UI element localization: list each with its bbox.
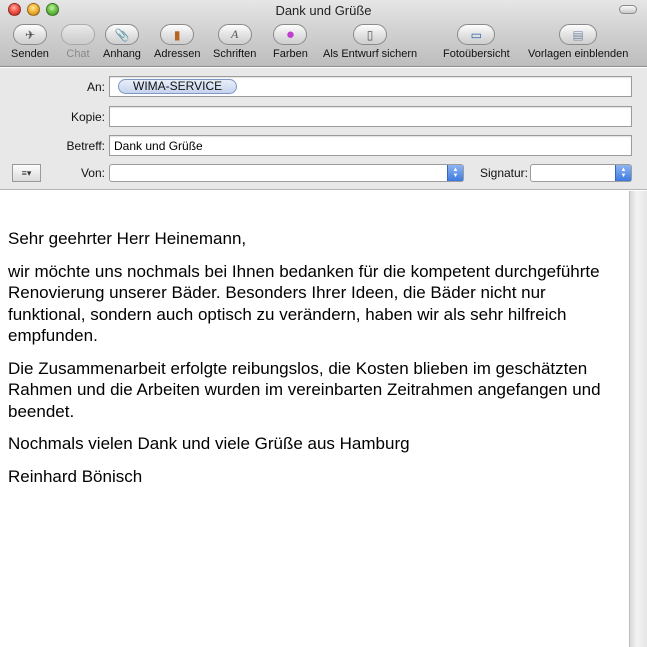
chat-button[interactable] <box>61 24 95 64</box>
subject-field[interactable]: Dank und Grüße <box>109 135 632 156</box>
signature-select[interactable] <box>530 164 632 182</box>
chat-label: Chat <box>66 48 90 60</box>
message-body[interactable] <box>0 191 629 647</box>
popup-arrows-icon: ▲ ▼ <box>615 165 631 181</box>
subject-label: Betreff: <box>66 139 105 153</box>
from-select[interactable] <box>109 164 464 182</box>
body-scrollbar[interactable] <box>629 191 647 647</box>
save-draft-label: Als Entwurf sichern <box>323 48 418 60</box>
recipient-token[interactable]: WIMA-SERVICE <box>118 79 237 94</box>
message-headers <box>0 68 647 190</box>
photo-browser-icon: ▭ <box>457 24 495 45</box>
cc-label: Kopie: <box>70 110 105 124</box>
cc-field[interactable] <box>109 106 632 127</box>
header-options-button[interactable]: ≡▾ <box>12 164 41 182</box>
body-paragraph: wir möchte uns nochmals bei Ihnen bedanken für die kompetent durchgeführte Renovierung unserer Bäder. Besonders Ihrer Ideen, die Bäder nicht nur funktional, sondern auch optisch zu verändern, haben wir als sehr hilfreich empfunden. <box>8 261 600 345</box>
fonts-label: Schriften <box>213 48 257 60</box>
window-title: Dank und Grüße <box>275 3 372 18</box>
title-toolbar-area <box>0 0 647 67</box>
address-label: Adressen <box>154 48 201 60</box>
from-label: Von: <box>80 166 105 180</box>
body-paragraph: Die Zusammenarbeit erfolgte reibungslos, die Kosten blieben im geschätzten Rahmen und die Arbeiten wurden im vereinbarten Zeitrahmen angefangen und beendet. <box>8 358 601 421</box>
send-button[interactable] <box>11 24 49 64</box>
draft-icon: ▯ <box>353 24 387 45</box>
show-stationery-button[interactable] <box>528 24 628 64</box>
signature-name: Reinhard Bönisch <box>8 466 143 486</box>
salutation: Sehr geehrter Herr Heinemann, <box>8 229 247 248</box>
send-label: Senden <box>11 48 49 60</box>
photo-browser-label: Fotoübersicht <box>443 48 510 60</box>
photo-browser-button[interactable] <box>443 24 510 64</box>
stationery-icon: ▤ <box>559 24 597 45</box>
toolbar-toggle-button[interactable] <box>619 5 637 14</box>
chat-icon <box>61 24 95 45</box>
colors-button[interactable] <box>273 24 308 64</box>
paper-plane-icon: ✈ <box>13 24 47 45</box>
popup-arrows-icon: ▲ ▼ <box>447 165 463 181</box>
to-field[interactable] <box>109 76 632 97</box>
attach-label: Anhang <box>103 48 141 60</box>
address-book-icon: ▮ <box>160 24 194 45</box>
attach-button[interactable] <box>103 24 141 64</box>
to-label: An: <box>86 80 105 94</box>
color-wheel-icon: ● <box>273 24 307 45</box>
fonts-icon: A <box>218 24 252 45</box>
closing: Nochmals vielen Dank und viele Grüße aus Hamburg <box>8 434 410 453</box>
save-draft-button[interactable] <box>323 24 417 64</box>
address-button[interactable] <box>154 24 200 64</box>
paperclip-icon: 📎 <box>105 24 139 45</box>
fonts-button[interactable] <box>213 24 256 64</box>
signature-label: Signatur: <box>479 166 528 180</box>
colors-label: Farben <box>273 48 308 60</box>
show-stationery-label: Vorlagen einblenden <box>528 48 629 60</box>
